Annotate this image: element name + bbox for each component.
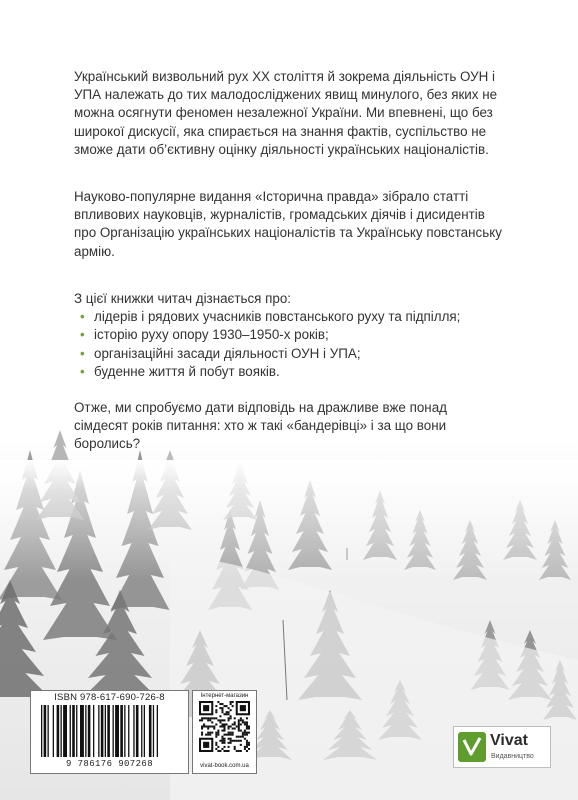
list-item: • організаційні засади діяльності ОУН і УПА; [80, 345, 504, 363]
qr-code-box [192, 690, 257, 774]
edition-paragraph [74, 188, 504, 261]
barcode-icon [37, 705, 182, 759]
topics-intro: З цієї книжки читач дізнається про: [74, 291, 292, 306]
topics-block [74, 290, 504, 381]
isbn-barcode-box [30, 690, 189, 774]
barcode-digits: 9 786176 907268 [65, 759, 153, 769]
qr-url: vivat-book.com.ua [200, 763, 249, 769]
intro-paragraph [74, 68, 504, 159]
publisher-subtitle: Видавництво [491, 753, 534, 760]
topics-list [80, 308, 504, 381]
qr-title: Інтернет-магазин [200, 693, 249, 699]
list-item: • лідерів і рядових учасників повстанського руху та підпілля; [80, 308, 504, 326]
publisher-name: Vivat [490, 732, 528, 749]
list-item: • буденне життя й побут вояків. [80, 363, 504, 381]
list-item: • історію руху опору 1930–1950-х років; [80, 326, 504, 344]
vivat-logo-icon [458, 732, 486, 762]
isbn-label: ISBN 978-617-690-726-8 [54, 692, 165, 703]
edition-paragraph-text: Науково-популярне видання «Історична правда» зібрало статті впливових науковців, журналістів, громадських діячів і дисидентів про Організацію українських націоналістів та Українську повстанську армію. [74, 189, 502, 259]
closing-paragraph [74, 399, 504, 454]
qr-code-icon [199, 701, 250, 752]
publisher-logo [453, 726, 551, 768]
closing-paragraph-text: Отже, ми спробуємо дати відповідь на дражливе вже понад сімдесят років питання: хто ж такі «бандерівці» і за що вони боролись? [74, 400, 447, 452]
intro-paragraph-text: Український визвольний рух XX століття й зокрема діяльність ОУН і УПА належать до тих малодосліджених явищ минулого, без яких не можна осягнути феномен незалежної України. Ми впевнені, що без широкої дискусії, яка спирається на знання фактів, суспільство не зможе дати об’єктивну оцінку діяльності українських націоналістів. [74, 69, 498, 157]
